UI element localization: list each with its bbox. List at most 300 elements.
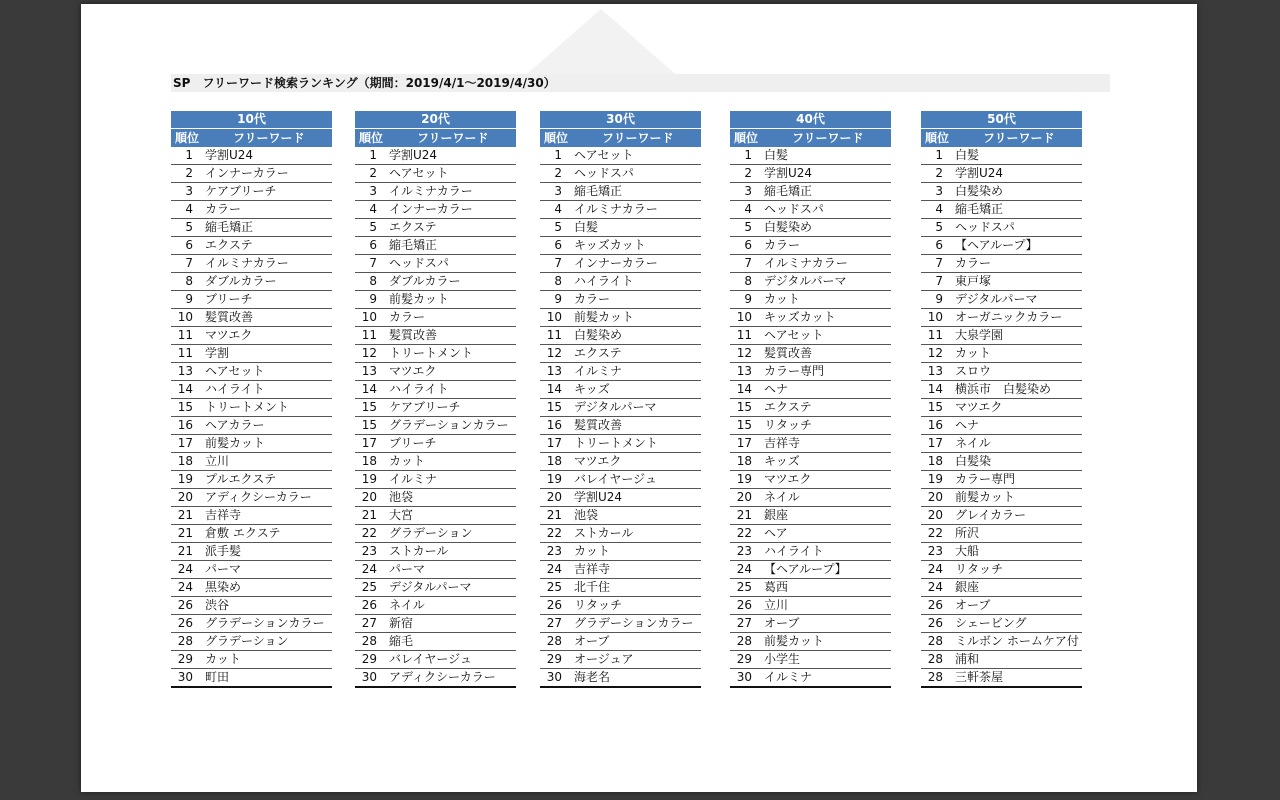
keyword-value: ネイル — [389, 598, 425, 612]
keyword-value: カラー — [205, 202, 242, 216]
rank-value: 6 — [554, 238, 562, 252]
table-row — [355, 651, 516, 669]
rank-value: 23 — [361, 544, 377, 558]
keyword-value: カット — [574, 544, 610, 558]
keyword-value: トリートメント — [574, 436, 658, 450]
table-row — [540, 561, 701, 579]
keyword-value: 学割 — [205, 346, 230, 360]
table-row — [730, 561, 891, 579]
rank-value: 21 — [177, 544, 193, 558]
rank-value: 26 — [927, 598, 943, 612]
rank-value: 19 — [927, 472, 943, 486]
table-row — [730, 579, 891, 597]
keyword-value: キッズ — [574, 382, 610, 396]
table-row — [355, 453, 516, 471]
table-row — [921, 543, 1082, 561]
rank-value: 14 — [927, 382, 943, 396]
rank-value: 5 — [369, 220, 377, 234]
keyword-value: 前髪カット — [764, 634, 824, 648]
table-row — [730, 597, 891, 615]
keyword-value: エクステ — [205, 238, 253, 252]
age-group-header: 30代 — [540, 111, 701, 129]
rank-value: 15 — [177, 400, 193, 414]
keyword-value: 立川 — [764, 598, 789, 612]
keyword-value: マツエク — [574, 454, 622, 468]
table-row — [730, 633, 891, 651]
table-row — [355, 507, 516, 525]
table-row — [540, 489, 701, 507]
rank-value: 22 — [927, 526, 943, 540]
rank-value: 30 — [736, 670, 752, 684]
keyword-value: ストカール — [389, 544, 449, 558]
table-row — [730, 309, 891, 327]
keyword-value: ヘッドスパ — [764, 202, 824, 216]
rank-value: 6 — [369, 238, 377, 252]
rank-value: 4 — [744, 202, 752, 216]
document-page — [81, 4, 1197, 792]
table-row — [921, 183, 1082, 201]
keyword-value: 前髪カット — [389, 292, 449, 306]
rank-value: 8 — [369, 274, 377, 288]
rank-value: 18 — [546, 454, 562, 468]
keyword-value: ヘッドスパ — [389, 256, 449, 270]
table-row — [171, 507, 332, 525]
keyword-value: 所沢 — [955, 526, 980, 540]
table-row — [355, 435, 516, 453]
rank-value: 24 — [177, 562, 193, 576]
column-subheader — [730, 129, 891, 147]
keyword-value: オーブ — [955, 598, 991, 612]
rank-value: 22 — [361, 526, 377, 540]
keyword-value: 学割U24 — [764, 166, 813, 180]
table-row — [355, 165, 516, 183]
rank-value: 12 — [736, 346, 752, 360]
table-row — [730, 147, 891, 165]
rank-value: 18 — [177, 454, 193, 468]
rank-value: 1 — [935, 148, 943, 162]
table-row — [171, 669, 332, 688]
rank-value: 9 — [935, 292, 943, 306]
table-row — [921, 273, 1082, 291]
rank-value: 11 — [177, 346, 193, 360]
rank-value: 4 — [935, 202, 943, 216]
keyword-value: イルミナカラー — [205, 256, 289, 270]
table-row — [730, 291, 891, 309]
table-row — [730, 399, 891, 417]
keyword-value: 学割U24 — [389, 148, 438, 162]
keyword-value: ケアブリーチ — [205, 184, 277, 198]
table-row — [171, 453, 332, 471]
column-subheader — [921, 129, 1082, 147]
table-row — [171, 525, 332, 543]
rank-value: 15 — [736, 418, 752, 432]
table-row — [540, 327, 701, 345]
rank-value: 4 — [554, 202, 562, 216]
table-row — [171, 651, 332, 669]
rank-value: 15 — [927, 400, 943, 414]
rank-value: 8 — [185, 274, 193, 288]
table-row — [540, 399, 701, 417]
keyword-value: 学割U24 — [205, 148, 254, 162]
keyword-value: デジタルパーマ — [955, 292, 1038, 306]
keyword-value: グラデーションカラー — [574, 616, 694, 630]
rank-value: 27 — [736, 616, 752, 630]
table-row — [355, 273, 516, 291]
keyword-value: リタッチ — [955, 562, 1004, 576]
rank-value: 26 — [177, 598, 193, 612]
rank-value: 28 — [927, 634, 943, 648]
table-row — [921, 399, 1082, 417]
keyword-value: 白髪染め — [955, 184, 1004, 198]
keyword-value: 【ヘアループ】 — [955, 238, 1038, 252]
keyword-value: キッズカット — [574, 238, 646, 252]
rank-value: 4 — [185, 202, 193, 216]
rank-value: 5 — [935, 220, 943, 234]
ranking-column — [540, 111, 701, 688]
table-row — [355, 579, 516, 597]
keyword-value: ブリーチ — [389, 436, 437, 450]
table-row — [921, 165, 1082, 183]
keyword-value: 吉祥寺 — [574, 562, 611, 576]
keyword-value: オージュア — [574, 652, 634, 666]
keyword-value: 銀座 — [955, 580, 980, 594]
rank-value: 28 — [177, 634, 193, 648]
rank-value: 11 — [546, 328, 562, 342]
keyword-value: 前髪カット — [574, 310, 634, 324]
rank-value: 16 — [927, 418, 943, 432]
keyword-value: イルミナカラー — [764, 256, 848, 270]
rank-value: 29 — [177, 652, 193, 666]
table-row — [921, 363, 1082, 381]
table-row — [921, 327, 1082, 345]
rank-value: 24 — [546, 562, 562, 576]
table-row — [355, 489, 516, 507]
keyword-value: カラー — [955, 256, 992, 270]
column-subheader — [355, 129, 516, 147]
rank-value: 24 — [736, 562, 752, 576]
rank-header: 順位 — [544, 131, 569, 145]
keyword-value: ヘアセット — [764, 328, 824, 342]
keyword-value: ミルボン ホームケア付 — [955, 634, 1079, 648]
keyword-value: 海老名 — [574, 670, 611, 684]
table-row — [730, 417, 891, 435]
keyword-value: カラー — [764, 238, 801, 252]
rank-value: 7 — [369, 256, 377, 270]
rank-value: 11 — [177, 328, 193, 342]
table-row — [355, 255, 516, 273]
table-row — [171, 417, 332, 435]
keyword-value: カット — [389, 454, 425, 468]
rank-value: 20 — [736, 490, 752, 504]
rank-value: 17 — [546, 436, 562, 450]
rank-value: 9 — [369, 292, 377, 306]
keyword-value: 三軒茶屋 — [955, 670, 1004, 684]
ranking-column — [171, 111, 332, 688]
rank-value: 17 — [361, 436, 377, 450]
keyword-value: 大泉学園 — [955, 328, 1004, 342]
table-row — [171, 327, 332, 345]
rank-value: 21 — [177, 508, 193, 522]
rank-value: 1 — [554, 148, 562, 162]
keyword-value: 派手髪 — [205, 544, 242, 558]
table-row — [921, 435, 1082, 453]
rank-value: 27 — [546, 616, 562, 630]
keyword-value: パーマ — [389, 562, 426, 576]
keyword-value: 髪質改善 — [205, 310, 254, 324]
ranking-column — [921, 111, 1082, 688]
rank-header: 順位 — [734, 131, 759, 145]
rank-value: 13 — [361, 364, 377, 378]
keyword-value: ケアブリーチ — [389, 400, 461, 414]
rank-value: 1 — [369, 148, 377, 162]
table-row — [171, 183, 332, 201]
keyword-value: マツエク — [955, 400, 1003, 414]
rank-value: 25 — [736, 580, 752, 594]
rank-value: 2 — [554, 166, 562, 180]
rank-value: 13 — [927, 364, 943, 378]
table-row — [921, 345, 1082, 363]
keyword-value: 白髪染 — [955, 454, 992, 468]
keyword-value: ハイライト — [764, 544, 824, 558]
keyword-value: 白髪 — [764, 148, 789, 162]
table-row — [171, 219, 332, 237]
table-row — [355, 399, 516, 417]
table-row — [730, 507, 891, 525]
keyword-value: インナーカラー — [205, 166, 289, 180]
rank-value: 17 — [736, 436, 752, 450]
table-row — [355, 345, 516, 363]
keyword-value: イルミナカラー — [574, 202, 658, 216]
table-row — [355, 309, 516, 327]
rank-value: 12 — [361, 346, 377, 360]
rank-value: 9 — [554, 292, 562, 306]
keyword-value: オーブ — [764, 616, 800, 630]
table-row — [355, 201, 516, 219]
rank-value: 22 — [736, 526, 752, 540]
keyword-value: インナーカラー — [389, 202, 473, 216]
table-row — [730, 489, 891, 507]
rank-value: 23 — [546, 544, 562, 558]
table-row — [171, 633, 332, 651]
keyword-value: ヘナ — [955, 418, 980, 432]
keyword-value: ネイル — [764, 490, 800, 504]
rank-value: 26 — [546, 598, 562, 612]
table-row — [730, 345, 891, 363]
table-row — [355, 417, 516, 435]
table-row — [355, 327, 516, 345]
keyword-value: 銀座 — [764, 508, 789, 522]
table-row — [171, 471, 332, 489]
rank-value: 20 — [927, 508, 943, 522]
rank-value: 23 — [927, 544, 943, 558]
rank-value: 29 — [736, 652, 752, 666]
table-row — [540, 219, 701, 237]
rank-value: 30 — [546, 670, 562, 684]
table-row — [171, 597, 332, 615]
table-row — [921, 381, 1082, 399]
table-row — [921, 291, 1082, 309]
keyword-value: 白髪 — [955, 148, 980, 162]
keyword-value: カラー専門 — [955, 472, 1016, 486]
rank-value: 18 — [736, 454, 752, 468]
table-row — [730, 273, 891, 291]
table-row — [730, 651, 891, 669]
table-row — [540, 345, 701, 363]
keyword-value: マツエク — [389, 364, 437, 378]
keyword-value: ストカール — [574, 526, 634, 540]
keyword-value: リタッチ — [764, 418, 813, 432]
keyword-value: スロウ — [955, 364, 992, 378]
keyword-value: リタッチ — [574, 598, 623, 612]
rank-value: 15 — [546, 400, 562, 414]
rank-value: 29 — [361, 652, 377, 666]
rank-value: 29 — [546, 652, 562, 666]
keyword-value: マツエク — [205, 328, 253, 342]
keyword-header: フリーワード — [602, 131, 674, 145]
keyword-value: ヘナ — [764, 382, 789, 396]
keyword-value: トリートメント — [389, 346, 473, 360]
keyword-value: カラー — [389, 310, 426, 324]
table-row — [540, 201, 701, 219]
rank-value: 15 — [736, 400, 752, 414]
table-row — [730, 363, 891, 381]
table-row — [355, 543, 516, 561]
table-row — [355, 363, 516, 381]
table-row — [921, 597, 1082, 615]
rank-value: 9 — [744, 292, 752, 306]
keyword-value: 葛西 — [764, 580, 789, 594]
table-row — [540, 183, 701, 201]
table-row — [540, 597, 701, 615]
keyword-value: 縮毛矯正 — [574, 184, 623, 198]
rank-header: 順位 — [175, 131, 200, 145]
keyword-value: 縮毛矯正 — [764, 184, 813, 198]
table-row — [355, 219, 516, 237]
keyword-value: 学割U24 — [955, 166, 1004, 180]
table-row — [540, 255, 701, 273]
table-row — [921, 201, 1082, 219]
table-row — [540, 237, 701, 255]
keyword-value: 髪質改善 — [389, 328, 438, 342]
keyword-value: 縮毛矯正 — [205, 220, 254, 234]
rank-value: 7 — [744, 256, 752, 270]
rank-value: 13 — [546, 364, 562, 378]
keyword-value: ブリーチ — [205, 292, 253, 306]
rank-value: 17 — [927, 436, 943, 450]
rank-value: 5 — [554, 220, 562, 234]
rank-value: 11 — [736, 328, 752, 342]
rank-header: 順位 — [359, 131, 384, 145]
keyword-value: 黒染め — [205, 580, 242, 594]
rank-value: 10 — [177, 310, 193, 324]
table-row — [730, 525, 891, 543]
ranking-column — [355, 111, 516, 688]
table-row — [171, 363, 332, 381]
keyword-value: イルミナ — [389, 472, 438, 486]
keyword-value: ヘアセット — [205, 364, 265, 378]
table-row — [171, 255, 332, 273]
rank-value: 12 — [546, 346, 562, 360]
keyword-value: アディクシーカラー — [205, 490, 312, 504]
keyword-value: ヘッドスパ — [574, 166, 634, 180]
keyword-value: 町田 — [205, 670, 230, 684]
keyword-value: カラー専門 — [764, 364, 825, 378]
rank-value: 14 — [361, 382, 377, 396]
rank-value: 11 — [361, 328, 377, 342]
table-row — [171, 345, 332, 363]
rank-value: 24 — [927, 580, 943, 594]
table-row — [355, 147, 516, 165]
rank-value: 19 — [177, 472, 193, 486]
rank-value: 3 — [554, 184, 562, 198]
table-row — [171, 489, 332, 507]
rank-value: 21 — [736, 508, 752, 522]
rank-value: 3 — [744, 184, 752, 198]
keyword-value: 白髪染め — [764, 220, 813, 234]
table-row — [540, 165, 701, 183]
rank-value: 21 — [546, 508, 562, 522]
keyword-value: シェービング — [955, 616, 1027, 630]
rank-value: 28 — [927, 652, 943, 666]
rank-value: 19 — [361, 472, 377, 486]
keyword-value: 吉祥寺 — [764, 436, 801, 450]
table-row — [921, 579, 1082, 597]
keyword-header: フリーワード — [233, 131, 305, 145]
table-row — [355, 471, 516, 489]
table-row — [921, 309, 1082, 327]
rank-value: 26 — [361, 598, 377, 612]
table-row — [730, 615, 891, 633]
rank-value: 18 — [361, 454, 377, 468]
rank-value: 17 — [177, 436, 193, 450]
keyword-value: イルミナ — [764, 670, 813, 684]
column-subheader — [540, 129, 701, 147]
keyword-value: ハイライト — [389, 382, 449, 396]
table-row — [921, 237, 1082, 255]
keyword-value: 【ヘアループ】 — [764, 562, 847, 576]
table-row — [730, 165, 891, 183]
keyword-value: デジタルパーマ — [764, 274, 847, 288]
table-row — [171, 579, 332, 597]
rank-value: 7 — [554, 256, 562, 270]
keyword-value: オーガニックカラー — [955, 310, 1063, 324]
table-row — [730, 327, 891, 345]
rank-header: 順位 — [925, 131, 950, 145]
rank-value: 21 — [177, 526, 193, 540]
table-row — [171, 201, 332, 219]
keyword-value: グラデーション — [389, 526, 473, 540]
keyword-value: キッズ — [764, 454, 800, 468]
rank-value: 28 — [546, 634, 562, 648]
age-group-header: 50代 — [921, 111, 1082, 129]
keyword-value: 髪質改善 — [574, 418, 623, 432]
table-row — [921, 507, 1082, 525]
table-row — [540, 579, 701, 597]
rank-value: 21 — [361, 508, 377, 522]
rank-value: 5 — [185, 220, 193, 234]
age-group-header: 40代 — [730, 111, 891, 129]
rank-value: 12 — [927, 346, 943, 360]
rank-value: 19 — [736, 472, 752, 486]
keyword-header: フリーワード — [792, 131, 864, 145]
table-row — [921, 471, 1082, 489]
rank-value: 25 — [546, 580, 562, 594]
rank-value: 25 — [361, 580, 377, 594]
rank-value: 3 — [185, 184, 193, 198]
table-row — [540, 309, 701, 327]
rank-value: 2 — [369, 166, 377, 180]
table-row — [730, 201, 891, 219]
